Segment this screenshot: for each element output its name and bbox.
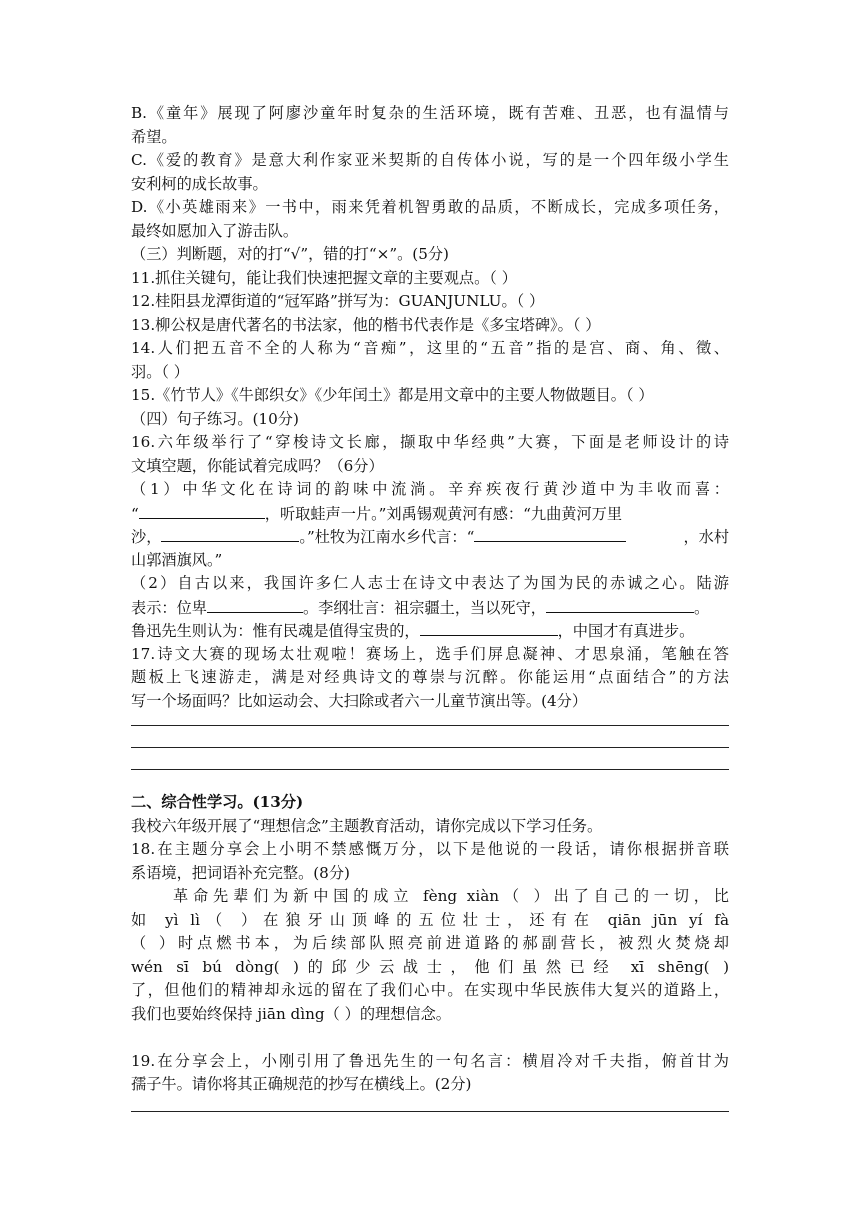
pinyin-paragraph-line1: 革命先辈们为新中国的成立 fèng xiàn（ ）出了自己的一切，比: [173, 887, 729, 905]
part2-line2-start: 表示：位卑: [131, 598, 207, 617]
part1-line4: 山郭酒旗风。”: [131, 550, 223, 569]
copy-writing-line[interactable]: [131, 1111, 729, 1112]
option-b-line1: B.《童年》展现了阿廖沙童年时复杂的生活环境，既有苦难、丑恶，也有温情与: [131, 104, 729, 122]
question-17-line2: 题板上飞速游走，满是对经典诗文的尊崇与沉醉。你能运用“点面结合”的方法: [131, 668, 729, 686]
question-11: 11.抓住关键句，能让我们快速把握文章的主要观点。（ ）: [131, 268, 517, 287]
part2-line3: [131, 619, 729, 643]
part1-line3: [131, 525, 729, 549]
question-13: 13.柳公权是唐代著名的书法家，他的楷书代表作是《多宝塔碑》。（ ）: [131, 315, 601, 334]
section-four-heading: （四）句子练习。(10分): [131, 409, 299, 428]
question-18-line1: 18.在主题分享会上小明不禁感慨万分，以下是他说的一段话，请你根据拼音联: [131, 840, 729, 858]
part1-line1: （1）中华文化在诗词的韵味中流淌。辛弃疾夜行黄沙道中为丰收而喜：: [131, 480, 729, 498]
option-b-line2: 希望。: [131, 127, 177, 146]
pinyin-paragraph-line6: 我们也要始终保持 jiān dìng（ ）的理想信念。: [131, 1004, 451, 1023]
section-three-heading: （三）判断题，对的打“√”，错的打“×”。(5分): [131, 245, 449, 263]
section-two-heading: 二、综合性学习。(13分): [131, 793, 304, 811]
question-17-line3: 写一个场面吗？比如运动会、大扫除或者六一儿童节演出等。(4分）: [131, 691, 588, 710]
pinyin-paragraph-line3: （ ）时点燃书本，为后续部队照亮前进道路的郝副营长，被烈火焚烧却: [131, 934, 729, 952]
part1-line3-start: 沙，: [131, 528, 162, 546]
answer-blank-4[interactable]: [207, 596, 303, 613]
part1-line3-end: ，水村: [683, 528, 729, 546]
pinyin-paragraph-line4: wén sī bú dòng( )的邱少云战士，他们虽然已经 xī shēng( ): [131, 957, 729, 976]
answer-blank-5[interactable]: [546, 596, 694, 613]
option-c-line2: 安利柯的成长故事。: [131, 174, 268, 193]
answer-blank-1[interactable]: [139, 502, 265, 519]
question-19-line2: 孺子牛。请你将其正确规范的抄写在横线上。(2分): [131, 1075, 472, 1093]
question-12: 12.桂阳县龙潭街道的“冠军路”拼写为：GUANJUNLU。（ ）: [131, 292, 545, 310]
part2-line1: （2）自古以来，我国许多仁人志士在诗文中表达了为国为民的赤诚之心。陆游: [131, 574, 729, 592]
part1-line3-mid: 。”杜牧为江南水乡代言：“: [299, 528, 475, 546]
question-18-line2: 系语境，把词语补充完整。(8分): [131, 863, 350, 882]
part2-line2: [131, 596, 729, 620]
part2-line3-start: 鲁迅先生则认为：惟有民魂是值得宝贵的，: [131, 622, 420, 640]
question-17-line1: 17.诗文大赛的现场太壮观啦！赛场上，选手们屏息凝神、才思泉涌，笔触在答: [131, 644, 729, 663]
question-14-line2: 羽。（ ）: [131, 362, 189, 381]
question-16-line2: 文填空题，你能试着完成吗？（6分）: [131, 456, 384, 475]
part2-line2-mid: 。李纲壮言：祖宗疆土，当以死守，: [302, 598, 546, 617]
answer-blank-2[interactable]: [161, 525, 299, 542]
quote-open: “: [131, 504, 139, 523]
pinyin-paragraph-line2: 如 yì lì（ ）在狼牙山顶峰的五位壮士，还有在 qiān jūn yí fà: [131, 910, 729, 929]
part1-line2: [131, 502, 729, 526]
question-16-line1: 16.六年级举行了“穿梭诗文长廊，撷取中华经典”大赛，下面是老师设计的诗: [131, 433, 729, 451]
exam-page: [131, 102, 729, 1112]
question-14-line1: 14.人们把五音不全的人称为“音痴”，这里的“五音”指的是宫、商、角、徵、: [131, 339, 729, 357]
option-d-line1: D.《小英雄雨来》一书中，雨来凭着机智勇敢的品质，不断成长，完成多项任务，: [131, 198, 729, 216]
part1-line2-text: ，听取蛙声一片。”刘禹锡观黄河有感：“九曲黄河万里: [264, 504, 623, 523]
part2-line3-end: ，中国才有真进步。: [557, 622, 695, 640]
option-d-line2: 最终如愿加入了游击队。: [131, 221, 299, 240]
part2-line2-end: 。: [693, 598, 710, 617]
option-c-line1: C.《爱的教育》是意大利作家亚米契斯的自传体小说，写的是一个四年级小学生: [131, 151, 729, 169]
question-15: 15.《竹节人》《牛郎织女》《少年闰土》都是用文章中的主要人物做题目。（ ）: [131, 386, 654, 404]
pinyin-paragraph-line5: 了，但他们的精神却永远的留在了我们心中。在实现中华民族伟大复兴的道路上，: [131, 981, 729, 999]
section-two-intro: 我校六年级开展了“理想信念”主题教育活动，请你完成以下学习任务。: [131, 816, 603, 835]
answer-blank-3[interactable]: [474, 525, 626, 542]
answer-blank-6[interactable]: [420, 619, 558, 636]
question-19-line1: 19.在分享会上，小刚引用了鲁迅先生的一句名言：横眉冷对千夫指，俯首甘为: [131, 1051, 729, 1070]
